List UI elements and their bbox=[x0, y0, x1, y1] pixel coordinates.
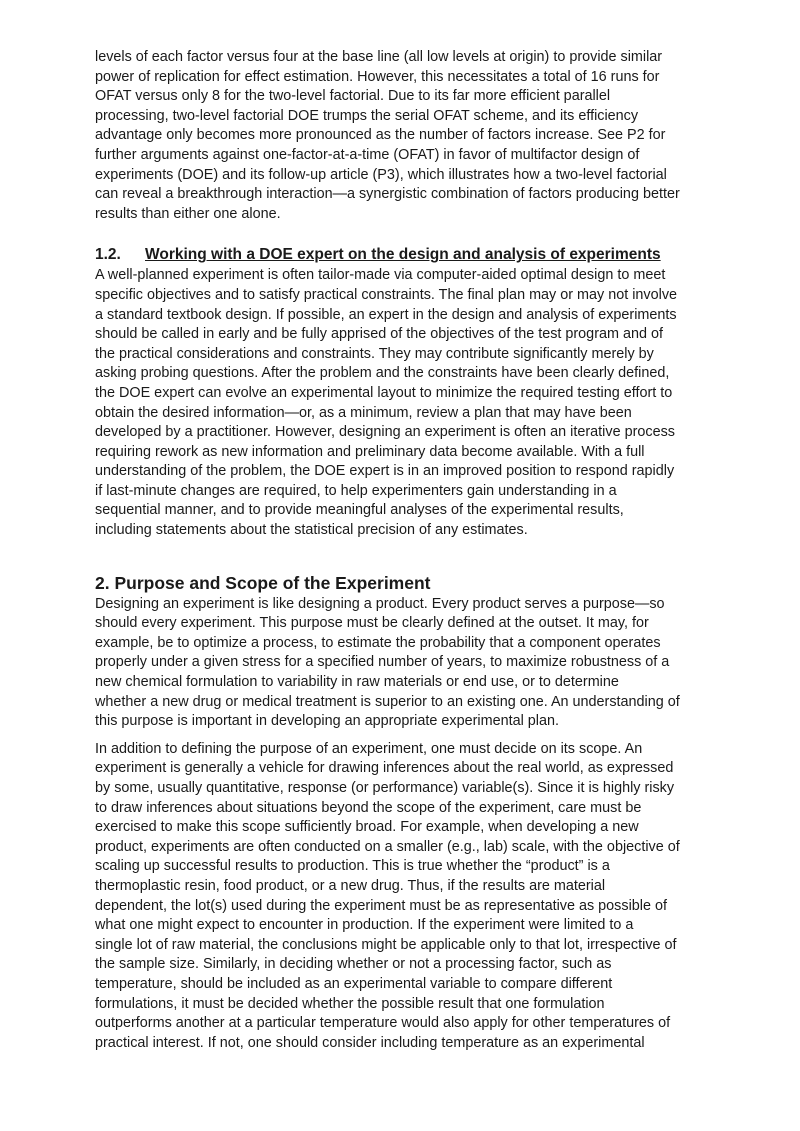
text-line: scaling up successful results to production. This is true whether the “product” is a bbox=[95, 858, 610, 875]
text-line: outperforms another at a particular temperature would also apply for other temperatures of bbox=[95, 1015, 671, 1032]
section-number: 1.2. bbox=[95, 246, 121, 264]
text-line: temperature, should be included as an experimental variable to compare different bbox=[95, 975, 613, 992]
text-line: should every experiment. This purpose must be clearly defined at the outset. It may, for bbox=[95, 615, 649, 632]
text-line: can reveal a breakthrough interaction—a synergistic combination of factors producing better bbox=[95, 186, 680, 203]
text-line: a standard textbook design. If possible, an expert in the design and analysis of experiments bbox=[95, 306, 677, 323]
text-line: sequential manner, and to provide meaningful analyses of the experimental results, bbox=[95, 502, 624, 519]
text-line: what one might expect to encounter in production. If the experiment were limited to a bbox=[95, 917, 634, 934]
text-line: thermoplastic resin, food product, or a new drug. Thus, if the results are material bbox=[95, 877, 606, 894]
text-line: dependent, the lot(s) used during the experiment must be as representative as possible of bbox=[95, 897, 667, 914]
text-line: In addition to defining the purpose of an experiment, one must decide on its scope. An bbox=[95, 740, 643, 757]
text-line: understanding of the problem, the DOE expert is in an improved position to respond rapidly bbox=[95, 463, 675, 480]
text-line: the practical considerations and constraints. They may contribute significantly merely by bbox=[95, 345, 654, 362]
text-line: obtain the desired information—or, as a minimum, review a plan that may have been bbox=[95, 404, 632, 421]
text-line: new chemical formulation to variability in raw materials or end use, or to determine bbox=[95, 674, 619, 691]
section-2-heading: 2. Purpose and Scope of the Experiment bbox=[95, 572, 431, 593]
text-line: further arguments against one-factor-at-a-time (OFAT) in favor of multifactor design of bbox=[95, 146, 640, 163]
text-line: by some, usually quantitative, response (or performance) variable(s). Since it is highly risky bbox=[95, 780, 675, 796]
text-line: advantage only becomes more pronounced as the number of factors increase. See P2 for bbox=[95, 127, 666, 144]
text-line: practical interest. If not, one should consider including temperature as an experimental bbox=[95, 1034, 645, 1051]
text-line: experiment is generally a vehicle for drawing inferences about the real world, as expressed bbox=[95, 760, 674, 777]
text-line: product, experiments are often conducted on a smaller (e.g., lab) scale, with the objective of bbox=[95, 838, 680, 855]
text-line: processing, two-level factorial DOE trumps the serial OFAT scheme, and its efficiency bbox=[95, 107, 639, 124]
text-line: power of replication for effect estimation. However, this necessitates a total of 16 runs for bbox=[95, 68, 660, 85]
text-line: specific objectives and to satisfy practical constraints. The final plan may or may not involve bbox=[95, 286, 678, 303]
text-line: developed by a practitioner. However, designing an experiment is often an iterative process bbox=[95, 424, 675, 441]
text-line: whether a new drug or medical treatment is superior to an existing one. An understanding of bbox=[95, 693, 680, 710]
text-line: should be called in early and be fully apprised of the objectives of the test program and of bbox=[95, 326, 663, 343]
text-line: properly under a given stress for a specified number of years, to maximize robustness of a bbox=[95, 654, 670, 671]
text-line: this purpose is important in developing an appropriate experimental plan. bbox=[95, 713, 559, 730]
text-line: including statements about the statistical precision of any estimates. bbox=[95, 522, 528, 539]
section-2-paragraph-1 bbox=[95, 595, 707, 732]
text-line: Designing an experiment is like designing a product. Every product serves a purpose—so bbox=[95, 595, 665, 612]
intro-paragraph bbox=[95, 48, 707, 224]
section-title: Working with a DOE expert on the design and analysis of experiments bbox=[145, 246, 661, 264]
text-line: the sample size. Similarly, in deciding whether or not a processing factor, such as bbox=[95, 956, 612, 973]
text-line: levels of each factor versus four at the base line (all low levels at origin) to provide similar bbox=[95, 49, 663, 65]
text-line: results than either one alone. bbox=[95, 205, 281, 222]
section-1-2-paragraph bbox=[95, 266, 707, 540]
text-line: asking probing questions. After the problem and the constraints have been clearly defined, bbox=[95, 365, 670, 382]
text-line: if last-minute changes are required, to help experimenters gain understanding in a bbox=[95, 482, 617, 499]
text-line: exercised to make this scope sufficiently broad. For example, when developing a new bbox=[95, 819, 639, 836]
text-line: to draw inferences about situations beyond the scope of the experiment, care must be bbox=[95, 799, 642, 816]
text-line: formulations, it must be decided whether the possible result that one formulation bbox=[95, 995, 605, 1012]
text-line: OFAT versus only 8 for the two-level factorial. Due to its far more efficient parallel bbox=[95, 88, 611, 105]
text-line: A well-planned experiment is often tailor-made via computer-aided optimal design to meet bbox=[95, 267, 666, 284]
section-1-2-heading bbox=[95, 244, 707, 266]
text-line: experiments (DOE) and its follow-up article (P3), which illustrates how a two-level factorial bbox=[95, 166, 667, 183]
text-line: single lot of raw material, the conclusions might be applicable only to that lot, irrespective of bbox=[95, 936, 677, 953]
section-2-paragraph-2 bbox=[95, 740, 707, 1054]
document-page bbox=[95, 48, 707, 1053]
text-line: requiring rework as new information and preliminary data become available. With a full bbox=[95, 443, 645, 460]
text-line: the DOE expert can evolve an experimental layout to minimize the required testing effort to bbox=[95, 384, 673, 401]
text-line: example, be to optimize a process, to estimate the probability that a component operates bbox=[95, 634, 661, 651]
